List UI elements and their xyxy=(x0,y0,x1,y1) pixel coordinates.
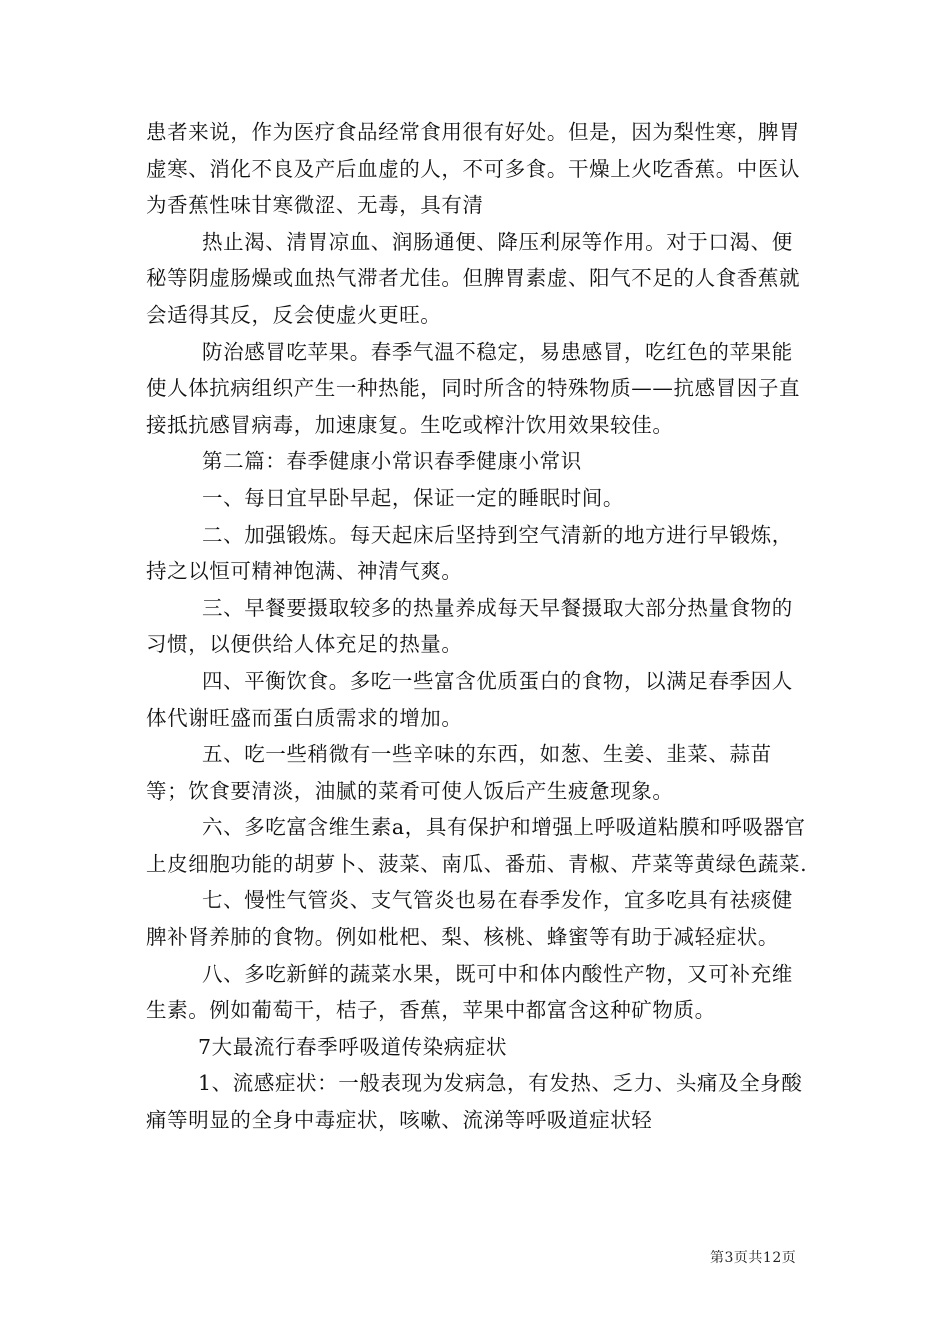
list-item-1: 一、每日宜早卧早起，保证一定的睡眠时间。 xyxy=(202,485,624,510)
symptom-item-1: 1、流感症状：一般表现为发病急，有发热、乏力、头痛及全身酸痛等明显的全身中毒症状，咳嗽、流涕等呼吸道症状轻 xyxy=(146,1071,803,1133)
list-item-5: 五、吃一些稍微有一些辛味的东西，如葱、生姜、韭菜、蒜苗等；饮食要清淡，油腻的菜肴可使人饭后产生疲惫现象。 xyxy=(146,742,772,803)
paragraph-3: 防治感冒吃苹果。春季气温不稳定，易患感冒，吃红色的苹果能使人体抗病组织产生一种热能，同时所含的特殊物质——抗感冒因子直接抵抗感冒病毒，加速康复。生吃或榨汁饮用效果较佳。 xyxy=(146,339,801,437)
list-item-3: 三、早餐要摄取较多的热量养成每天早餐摄取大部分热量食物的习惯，以便供给人体充足的热量。 xyxy=(146,595,793,657)
list-item-7: 七、慢性气管炎、支气管炎也易在春季发作，宜多吃具有祛痰健脾补肾养肺的食物。例如枇杷、梨、核桃、蜂蜜等有助于减轻症状。 xyxy=(146,888,793,950)
body-text xyxy=(146,114,808,1139)
list-item-4: 四、平衡饮食。多吃一些富含优质蛋白的食物，以满足春季因人体代谢旺盛而蛋白质需求的增加。 xyxy=(146,668,793,730)
subsection-heading: 7大最流行春季呼吸道传染病症状 xyxy=(198,1034,508,1059)
list-item-8: 八、多吃新鲜的蔬菜水果，既可中和体内酸性产物，又可补充维生素。例如葡萄干，桔子，香蕉，苹果中都富含这种矿物质。 xyxy=(146,961,793,1023)
list-item-2: 二、加强锻炼。每天起床后坚持到空气清新的地方进行早锻炼，持之以恒可精神饱满、神清气爽。 xyxy=(146,522,793,584)
paragraph-1: 患者来说，作为医疗食品经常食用很有好处。但是，因为梨性寒，脾胃虚寒、消化不良及产后血虚的人，不可多食。干燥上火吃香蕉。中医认为香蕉性味甘寒微涩、无毒，具有清 xyxy=(146,120,801,218)
paragraph-2: 热止渴、清胃凉血、润肠通便、降压利尿等作用。对于口渴、便秘等阴虚肠燥或血热气滞者尤佳。但脾胃素虚、阳气不足的人食香蕉就会适得其反，反会使虚火更旺。 xyxy=(146,229,801,327)
section-heading: 第二篇：春季健康小常识春季健康小常识 xyxy=(202,449,582,474)
page-number: 第3页共12页 xyxy=(710,1250,797,1266)
list-item-6: 六、多吃富含维生素a，具有保护和增强上呼吸道粘膜和呼吸器官上皮细胞功能的胡萝卜、菠菜、南瓜、番茄、青椒、芹菜等黄绿色蔬菜. xyxy=(146,815,808,876)
